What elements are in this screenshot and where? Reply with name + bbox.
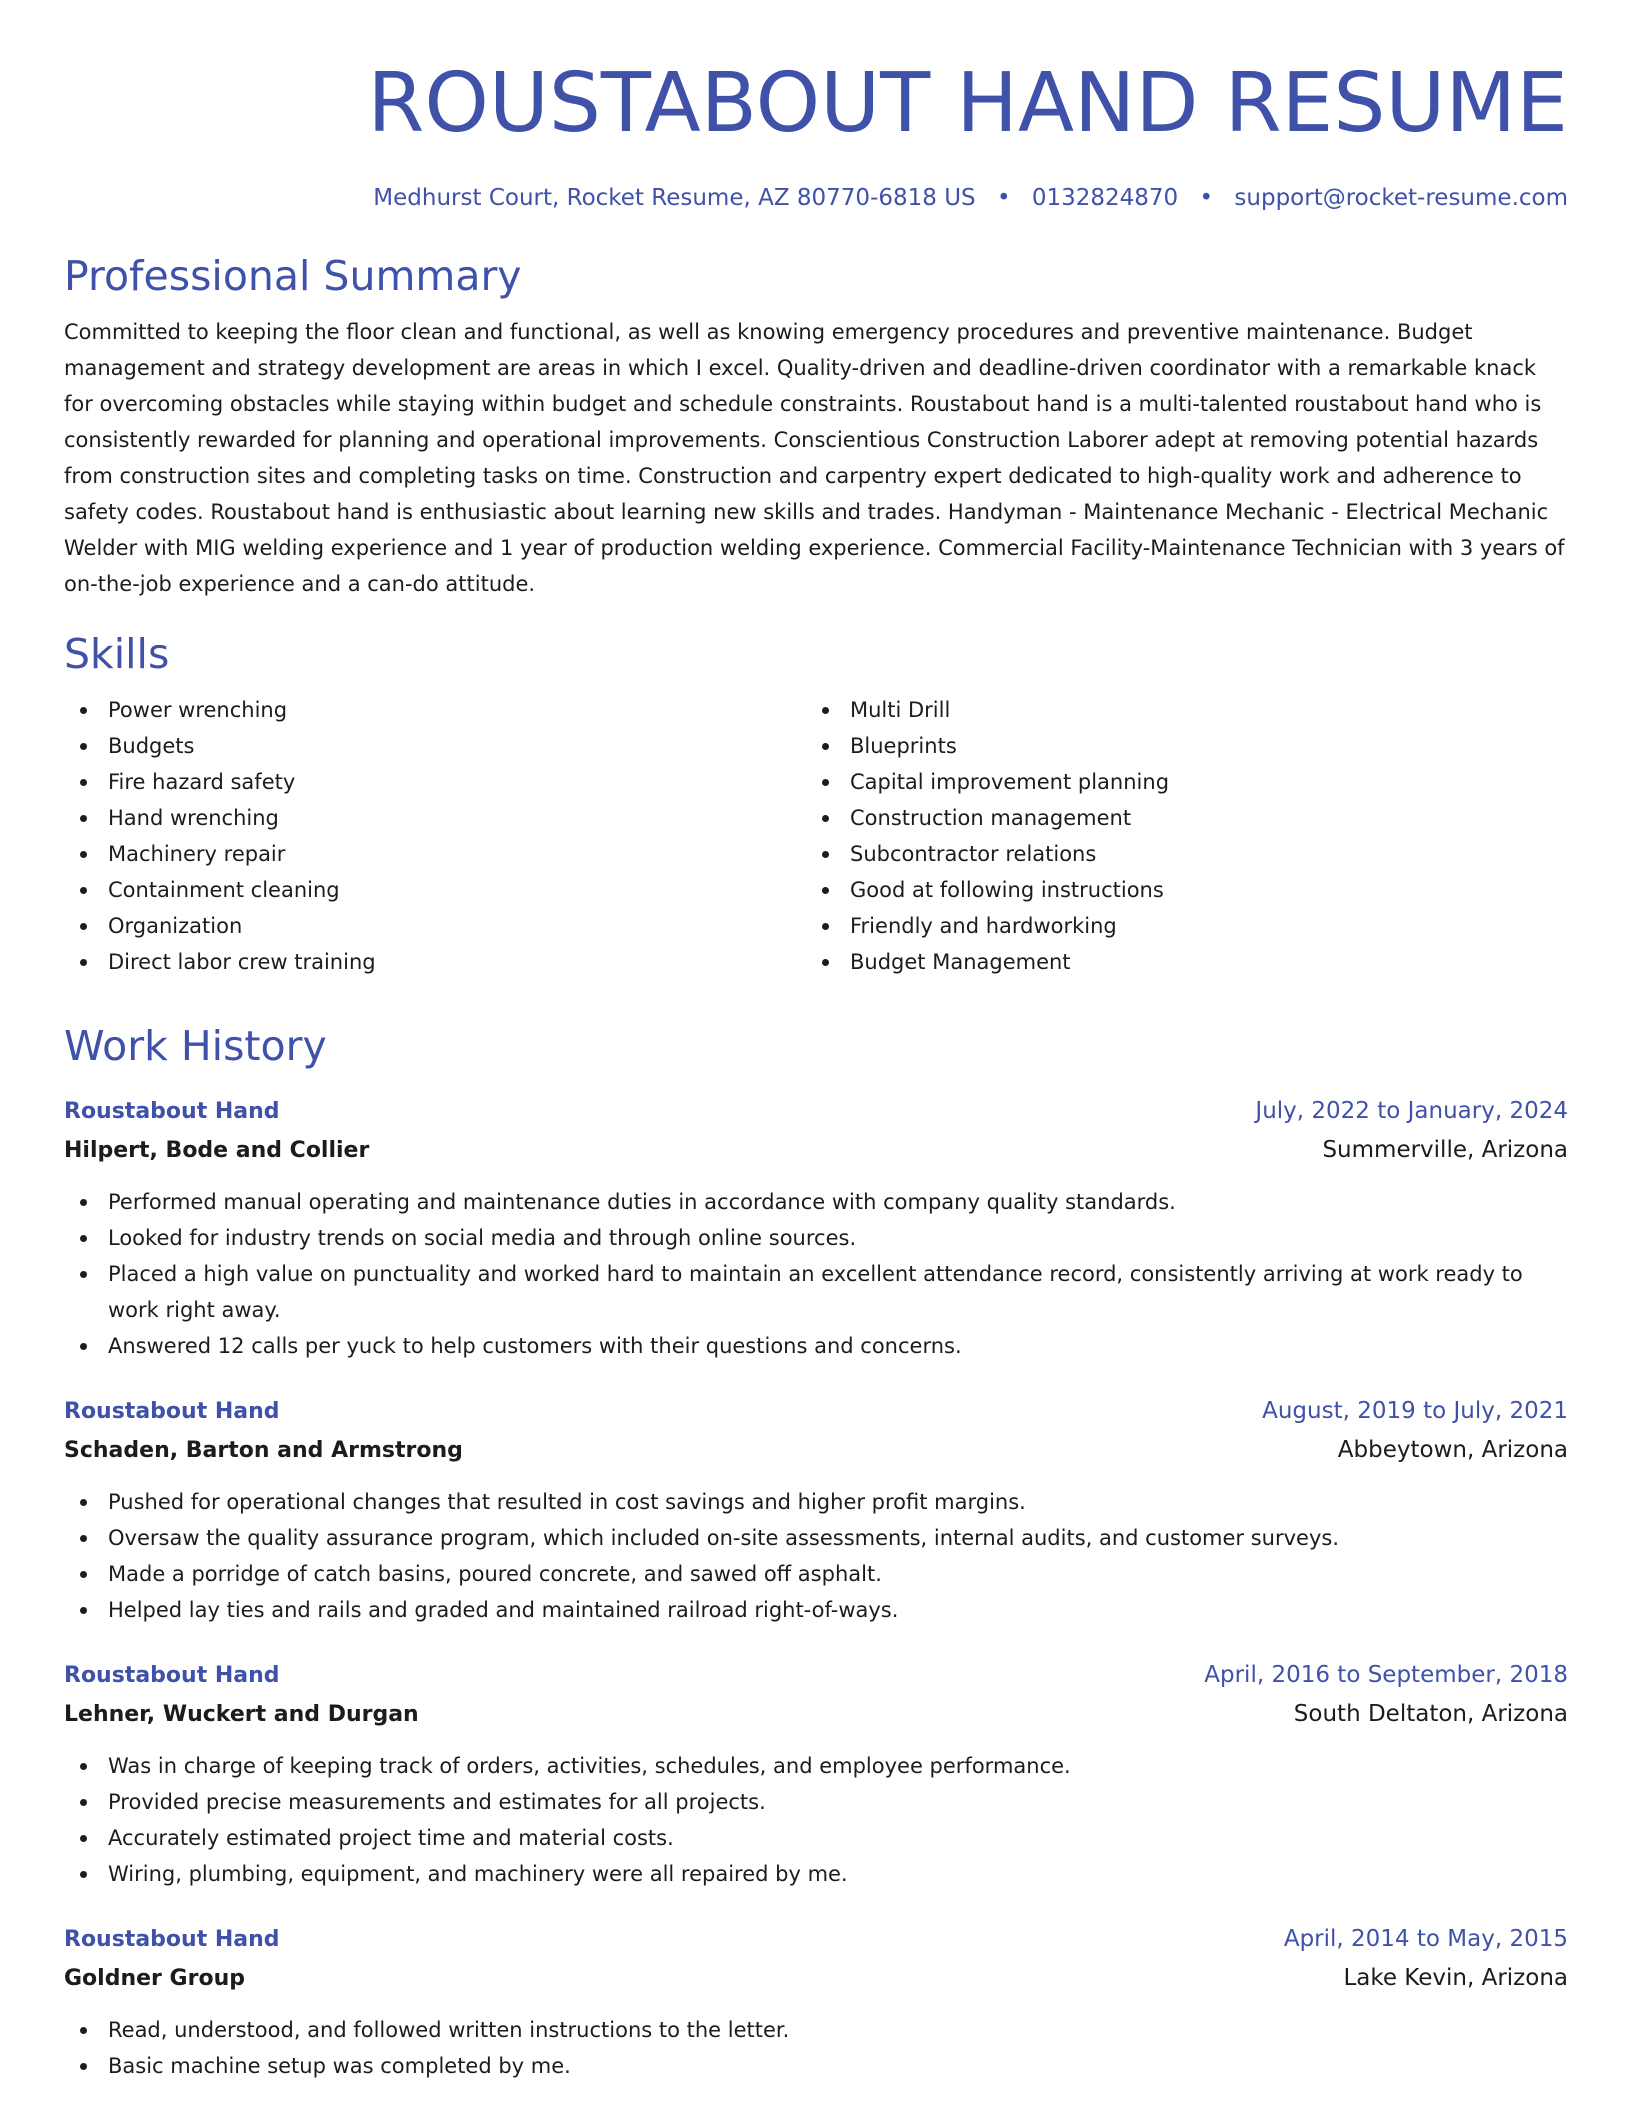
- job-dates: July, 2022 to January, 2024: [1255, 1098, 1568, 1124]
- job-bullets: [64, 2012, 1568, 2084]
- resume-page: [64, 0, 1568, 2084]
- skill-item: Construction management: [806, 800, 1548, 836]
- job-location: Abbeytown, Arizona: [1337, 1437, 1568, 1463]
- resume-title: ROUSTABOUT HAND RESUME: [367, 56, 1568, 151]
- job-dates: April, 2016 to September, 2018: [1204, 1662, 1568, 1688]
- job-bullet: Made a porridge of catch basins, poured concrete, and sawed off asphalt.: [64, 1556, 1568, 1592]
- job-bullet: Placed a high value on punctuality and worked hard to maintain an excellent attendance record, consistently arriving at work ready to work right away.: [64, 1256, 1568, 1328]
- skill-item: Budget Management: [806, 944, 1548, 980]
- job-company: Hilpert, Bode and Collier: [64, 1138, 370, 1163]
- contact-address: Medhurst Court, Rocket Resume, AZ 80770-6818 US: [373, 185, 976, 211]
- job-company: Schaden, Barton and Armstrong: [64, 1438, 463, 1463]
- job-entry: [64, 1656, 1568, 1892]
- skill-item: Multi Drill: [806, 692, 1548, 728]
- skill-item: Subcontractor relations: [806, 836, 1548, 872]
- skill-item: Organization: [64, 908, 806, 944]
- skill-item: Blueprints: [806, 728, 1548, 764]
- skill-item: Fire hazard safety: [64, 764, 806, 800]
- job-bullet: Basic machine setup was completed by me.: [64, 2048, 1568, 2084]
- summary-heading: Professional Summary: [64, 252, 522, 300]
- skills-column-left: [64, 692, 806, 980]
- job-bullet: Provided precise measurements and estimates for all projects.: [64, 1784, 1568, 1820]
- job-bullet: Was in charge of keeping track of orders, activities, schedules, and employee performance.: [64, 1748, 1568, 1784]
- job-dates: April, 2014 to May, 2015: [1283, 1926, 1568, 1952]
- job-entry: [64, 1920, 1568, 2084]
- job-bullets: [64, 1184, 1568, 1364]
- job-role: Roustabout Hand: [64, 1927, 280, 1952]
- job-bullets: [64, 1484, 1568, 1628]
- skills-heading: Skills: [64, 630, 170, 678]
- job-bullet: Performed manual operating and maintenance duties in accordance with company quality standards.: [64, 1184, 1568, 1220]
- job-role: Roustabout Hand: [64, 1663, 280, 1688]
- skill-item: Budgets: [64, 728, 806, 764]
- job-bullet: Read, understood, and followed written instructions to the letter.: [64, 2012, 1568, 2048]
- job-bullets: [64, 1748, 1568, 1892]
- skill-item: Direct labor crew training: [64, 944, 806, 980]
- work-history-heading: Work History: [64, 1022, 327, 1070]
- job-bullet: Looked for industry trends on social media and through online sources.: [64, 1220, 1568, 1256]
- job-entry: [64, 1092, 1568, 1364]
- skill-item: Capital improvement planning: [806, 764, 1548, 800]
- skill-item: Hand wrenching: [64, 800, 806, 836]
- skills-list: [64, 692, 1568, 980]
- contact-email: support@rocket-resume.com: [1234, 185, 1568, 211]
- skill-item: Containment cleaning: [64, 872, 806, 908]
- job-bullet: Oversaw the quality assurance program, which included on-site assessments, internal audits, and customer surveys.: [64, 1520, 1568, 1556]
- job-company: Lehner, Wuckert and Durgan: [64, 1702, 419, 1727]
- job-location: South Deltaton, Arizona: [1293, 1701, 1568, 1727]
- job-bullet: Helped lay ties and rails and graded and maintained railroad right-of-ways.: [64, 1592, 1568, 1628]
- skill-item: Machinery repair: [64, 836, 806, 872]
- contact-separator: •: [996, 185, 1011, 211]
- skill-item: Good at following instructions: [806, 872, 1548, 908]
- job-bullet: Wiring, plumbing, equipment, and machinery were all repaired by me.: [64, 1856, 1568, 1892]
- job-location: Summerville, Arizona: [1322, 1137, 1568, 1163]
- skills-column-right: [806, 692, 1548, 980]
- job-company: Goldner Group: [64, 1966, 245, 1991]
- job-role: Roustabout Hand: [64, 1399, 280, 1424]
- skill-item: Power wrenching: [64, 692, 806, 728]
- contact-phone: 0132824870: [1031, 185, 1179, 211]
- job-bullet: Answered 12 calls per yuck to help customers with their questions and concerns.: [64, 1328, 1568, 1364]
- contact-line: [64, 182, 1568, 214]
- job-entry: [64, 1392, 1568, 1628]
- summary-text: Committed to keeping the floor clean and functional, as well as knowing emergency procedures and preventive maintenance. Budget management and strategy development are areas in which I excel. Quality-driven and deadline-driven coordinator with a remarkable knack for overcoming obstacles while staying within budget and schedule constraints. Roustabout hand is a multi-talented roustabout hand who is consistently rewarded for planning and operational improvements. Conscientious Construction Laborer adept at removing potential hazards from construction sites and completing tasks on time. Construction and carpentry expert dedicated to high-quality work and adherence to safety codes. Roustabout hand is enthusiastic about learning new skills and trades. Handyman - Maintenance Mechanic - Electrical Mechanic Welder with MIG welding experience and 1 year of production welding experience. Commercial Facility-Maintenance Technician with 3 years of on-the-job experience and a can-do attitude.: [64, 320, 1565, 596]
- job-location: Lake Kevin, Arizona: [1343, 1965, 1568, 1991]
- job-dates: August, 2019 to July, 2021: [1262, 1398, 1568, 1424]
- contact-separator: •: [1199, 185, 1214, 211]
- job-role: Roustabout Hand: [64, 1099, 280, 1124]
- job-bullet: Accurately estimated project time and material costs.: [64, 1820, 1568, 1856]
- skill-item: Friendly and hardworking: [806, 908, 1548, 944]
- job-bullet: Pushed for operational changes that resulted in cost savings and higher profit margins.: [64, 1484, 1568, 1520]
